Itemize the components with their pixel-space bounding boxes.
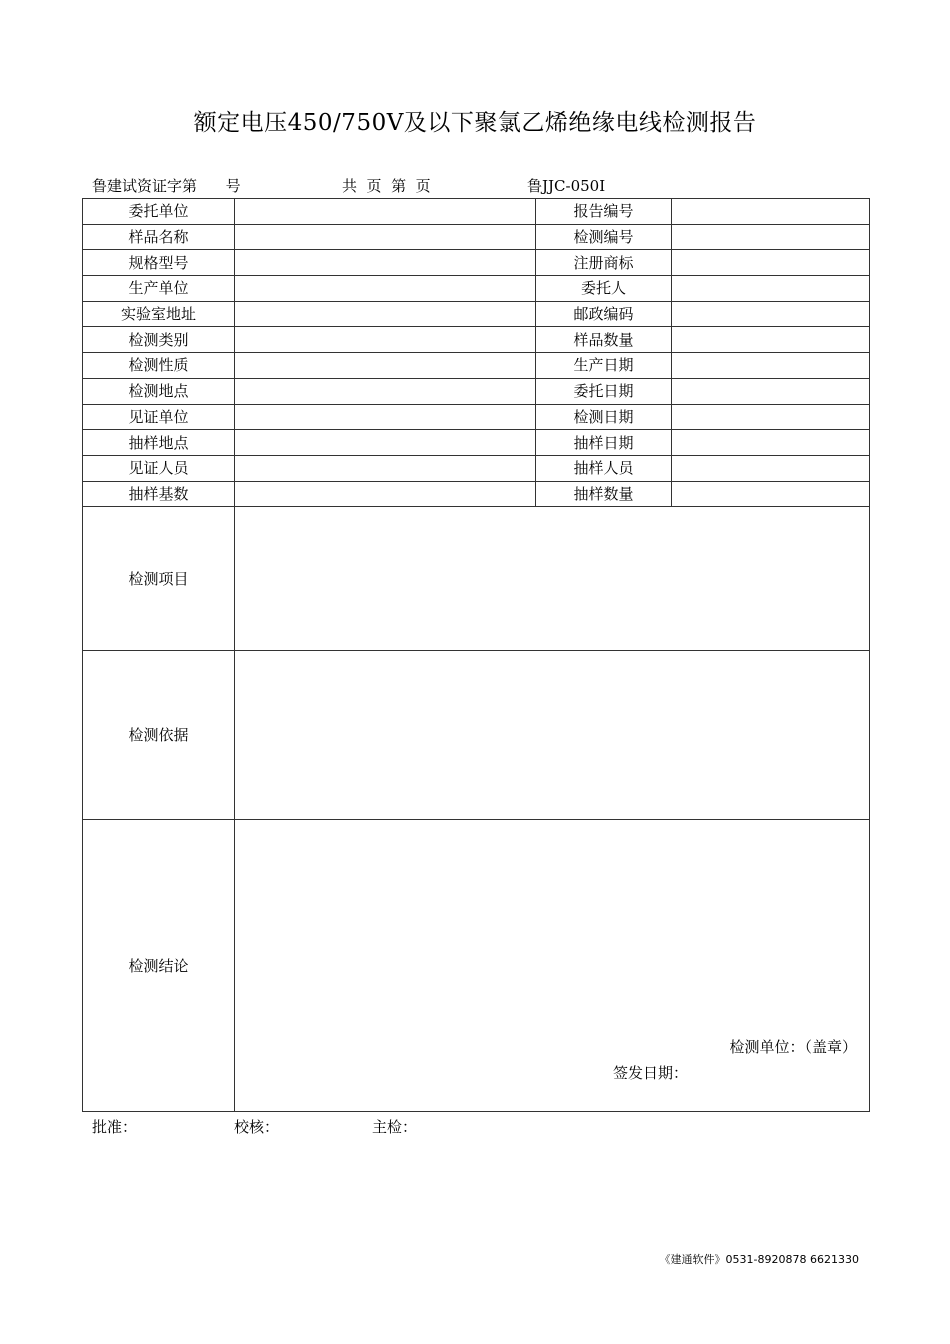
field-client[interactable] (235, 199, 536, 225)
field-report-no[interactable] (672, 199, 870, 225)
table-row (83, 507, 870, 651)
label-test-location: 检测地点 (83, 378, 235, 404)
report-table (82, 198, 870, 1112)
cert-number: 鲁建试资证字第 号 (92, 177, 241, 195)
field-test-nature[interactable] (235, 353, 536, 379)
stamp-line: 检测单位：（盖章） (729, 1038, 857, 1057)
label-manufacturer: 生产单位 (83, 276, 235, 302)
table-row (83, 430, 870, 456)
label-requester: 委托人 (536, 276, 672, 302)
label-trademark: 注册商标 (536, 250, 672, 276)
label-sampling-qty: 抽样数量 (536, 481, 672, 507)
label-postcode: 邮政编码 (536, 301, 672, 327)
table-row (83, 199, 870, 225)
field-test-location[interactable] (235, 378, 536, 404)
label-sample-name: 样品名称 (83, 224, 235, 250)
field-commission-date[interactable] (672, 378, 870, 404)
issue-date-line: 签发日期： (613, 1064, 689, 1083)
label-test-date: 检测日期 (536, 404, 672, 430)
label-test-nature: 检测性质 (83, 353, 235, 379)
label-test-no: 检测编号 (536, 224, 672, 250)
label-client: 委托单位 (83, 199, 235, 225)
field-spec-model[interactable] (235, 250, 536, 276)
table-row (83, 481, 870, 507)
field-sampling-qty[interactable] (672, 481, 870, 507)
label-sampling-base: 抽样基数 (83, 481, 235, 507)
table-row (83, 455, 870, 481)
table-row (83, 378, 870, 404)
field-lab-address[interactable] (235, 301, 536, 327)
field-sampling-base[interactable] (235, 481, 536, 507)
field-test-no[interactable] (672, 224, 870, 250)
field-test-date[interactable] (672, 404, 870, 430)
field-sampling-location[interactable] (235, 430, 536, 456)
software-credit: 《建通软件》0531-8920878 6621330 (659, 1253, 859, 1266)
review-signature: 校核： (234, 1118, 280, 1136)
field-witness-unit[interactable] (235, 404, 536, 430)
field-sample-qty[interactable] (672, 327, 870, 353)
table-row (83, 250, 870, 276)
label-sample-qty: 样品数量 (536, 327, 672, 353)
label-test-items: 检测项目 (83, 507, 235, 651)
table-row (83, 301, 870, 327)
table-row (83, 327, 870, 353)
report-title: 额定电压450/750V及以下聚氯乙烯绝缘电线检测报告 (193, 110, 757, 136)
table-row (83, 276, 870, 302)
label-sampling-location: 抽样地点 (83, 430, 235, 456)
page-count: 共 页 第 页 (342, 177, 431, 195)
field-requester[interactable] (672, 276, 870, 302)
field-postcode[interactable] (672, 301, 870, 327)
chief-inspector-signature: 主检： (372, 1118, 418, 1136)
label-commission-date: 委托日期 (536, 378, 672, 404)
field-sampling-date[interactable] (672, 430, 870, 456)
label-test-category: 检测类别 (83, 327, 235, 353)
label-witness-unit: 见证单位 (83, 404, 235, 430)
table-row (83, 353, 870, 379)
label-sampler: 抽样人员 (536, 455, 672, 481)
label-test-basis: 检测依据 (83, 651, 235, 820)
table-row (83, 820, 870, 1112)
field-production-date[interactable] (672, 353, 870, 379)
field-test-category[interactable] (235, 327, 536, 353)
label-production-date: 生产日期 (536, 353, 672, 379)
approve-signature: 批准： (92, 1118, 138, 1136)
field-test-basis[interactable] (235, 651, 870, 820)
table-row (83, 224, 870, 250)
field-manufacturer[interactable] (235, 276, 536, 302)
label-sampling-date: 抽样日期 (536, 430, 672, 456)
field-sampler[interactable] (672, 455, 870, 481)
label-lab-address: 实验室地址 (83, 301, 235, 327)
field-trademark[interactable] (672, 250, 870, 276)
field-test-conclusion[interactable] (235, 820, 870, 1112)
field-sample-name[interactable] (235, 224, 536, 250)
label-witness-person: 见证人员 (83, 455, 235, 481)
form-code: 鲁JJC-050Ⅰ (527, 177, 606, 195)
label-test-conclusion: 检测结论 (83, 820, 235, 1112)
field-witness-person[interactable] (235, 455, 536, 481)
table-row (83, 651, 870, 820)
label-spec-model: 规格型号 (83, 250, 235, 276)
table-row (83, 404, 870, 430)
field-test-items[interactable] (235, 507, 870, 651)
label-report-no: 报告编号 (536, 199, 672, 225)
